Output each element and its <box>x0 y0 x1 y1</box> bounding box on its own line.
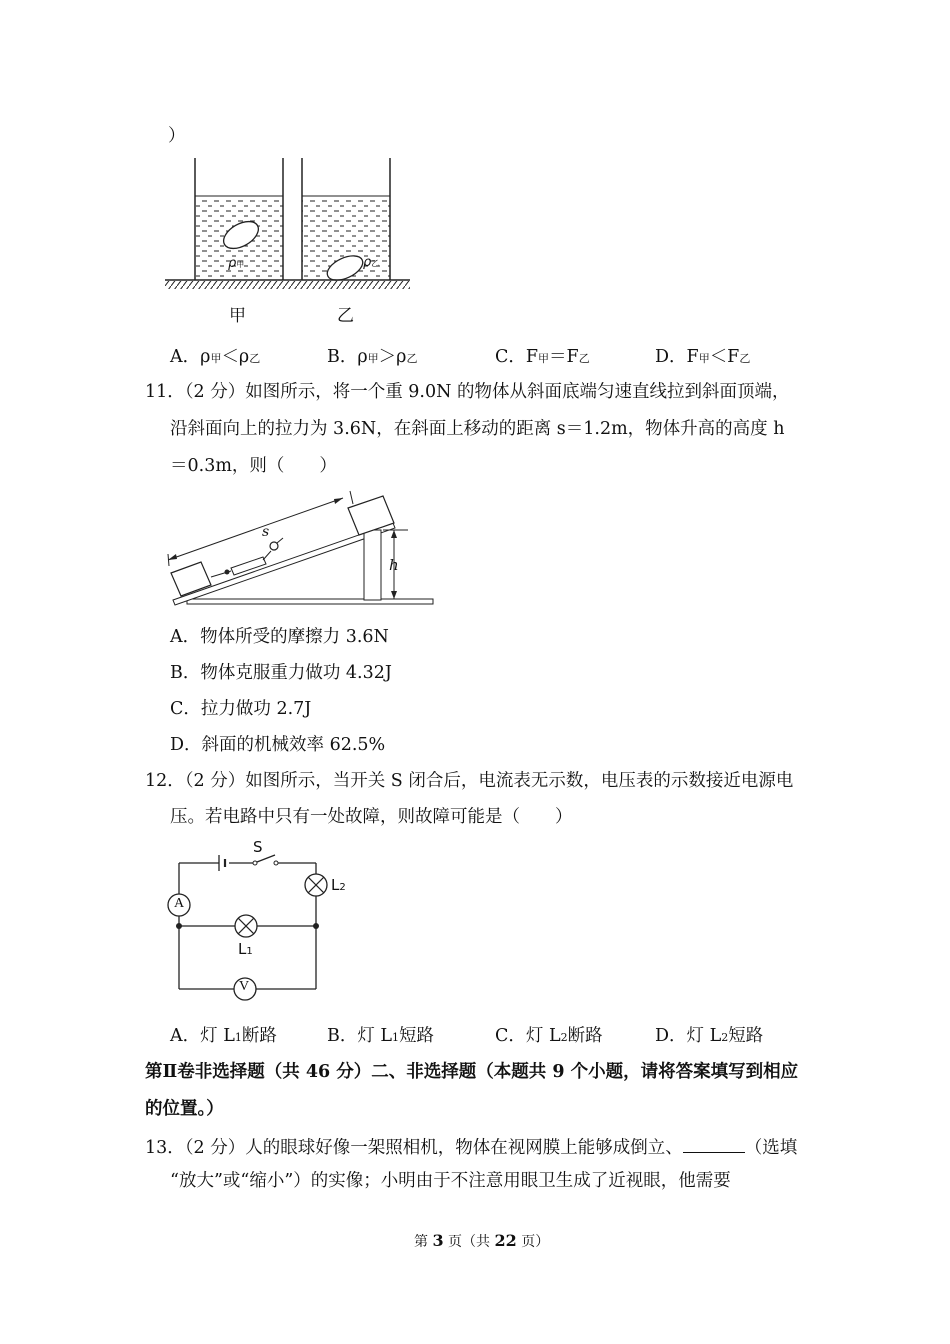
q10-option-d: D．F甲＜F乙 <box>655 347 751 367</box>
q12-option-d: D．灯 L2短路 <box>655 1026 764 1046</box>
figure-label-left: 甲 <box>229 306 246 326</box>
q11-option-d: D．斜面的机械效率 62.5% <box>170 735 386 755</box>
q12-line-1: 12．（2 分）如图所示，当开关 S 闭合后，电流表无示数，电压表的示数接近电源电 <box>145 771 794 791</box>
total-pages: 22 <box>494 1231 517 1250</box>
rho-left-label: ρ甲 <box>228 256 245 271</box>
page-footer: 第 3 页（共 22 页） <box>414 1231 550 1250</box>
q11-line-3: ＝0.3m，则（ ） <box>170 456 337 476</box>
h-label: h <box>389 556 399 574</box>
lamp-l2-label: L2 <box>331 876 346 894</box>
q12-option-a: A．灯 L1断路 <box>170 1026 277 1046</box>
q11-option-b: B．物体克服重力做功 4.32J <box>170 663 392 683</box>
switch-label: S <box>253 838 263 856</box>
q12-option-c: C．灯 L2断路 <box>495 1026 603 1046</box>
q13-line-2: “放大”或“缩小”）的实像；小明由于不注意用眼卫生成了近视眼，他需要 <box>170 1171 731 1191</box>
q12-option-b: B．灯 L1短路 <box>327 1026 435 1046</box>
ammeter-label: A <box>174 896 185 911</box>
q10-option-a: A．ρ甲＜ρ乙 <box>170 347 261 367</box>
q10-option-b: B．ρ甲＞ρ乙 <box>327 347 418 367</box>
s-label: s <box>262 524 270 540</box>
q11-option-c: C．拉力做功 2.7J <box>170 699 312 719</box>
rho-right-label: ρ乙 <box>363 255 380 270</box>
q10-option-c: C．F甲＝F乙 <box>495 347 590 367</box>
q11-line-2: 沿斜面向上的拉力为 3.6N，在斜面上移动的距离 s＝1.2m，物体升高的高度 h <box>170 419 785 439</box>
q11-incline-figure <box>165 488 440 613</box>
q12-circuit-figure <box>165 840 365 1005</box>
q12-line-2: 压。若电路中只有一处故障，则故障可能是（ ） <box>170 807 573 827</box>
section-heading-line-1: 第Ⅱ卷非选择题（共 46 分）二、非选择题（本题共 9 个小题，请将答案填写到相应 <box>145 1062 799 1082</box>
switch-blade <box>257 855 275 862</box>
page-number: 3 <box>432 1231 444 1250</box>
q13-line-1: 13．（2 分）人的眼球好像一架照相机，物体在视网膜上能够成倒立、 （选填 <box>145 1135 797 1158</box>
q11-line-1: 11．（2 分）如图所示，将一个重 9.0N 的物体从斜面底端匀速直线拉到斜面顶端， <box>145 382 790 402</box>
figure-label-right: 乙 <box>337 306 354 326</box>
q10-tail: ） <box>168 126 186 146</box>
q11-option-a: A．物体所受的摩擦力 3.6N <box>170 627 389 647</box>
answer-blank[interactable] <box>683 1135 745 1153</box>
q10-figure <box>165 158 415 328</box>
section-heading-line-2: 的位置。） <box>145 1099 224 1119</box>
voltmeter-label: V <box>239 979 250 994</box>
lamp-l1-label: L1 <box>238 940 253 958</box>
